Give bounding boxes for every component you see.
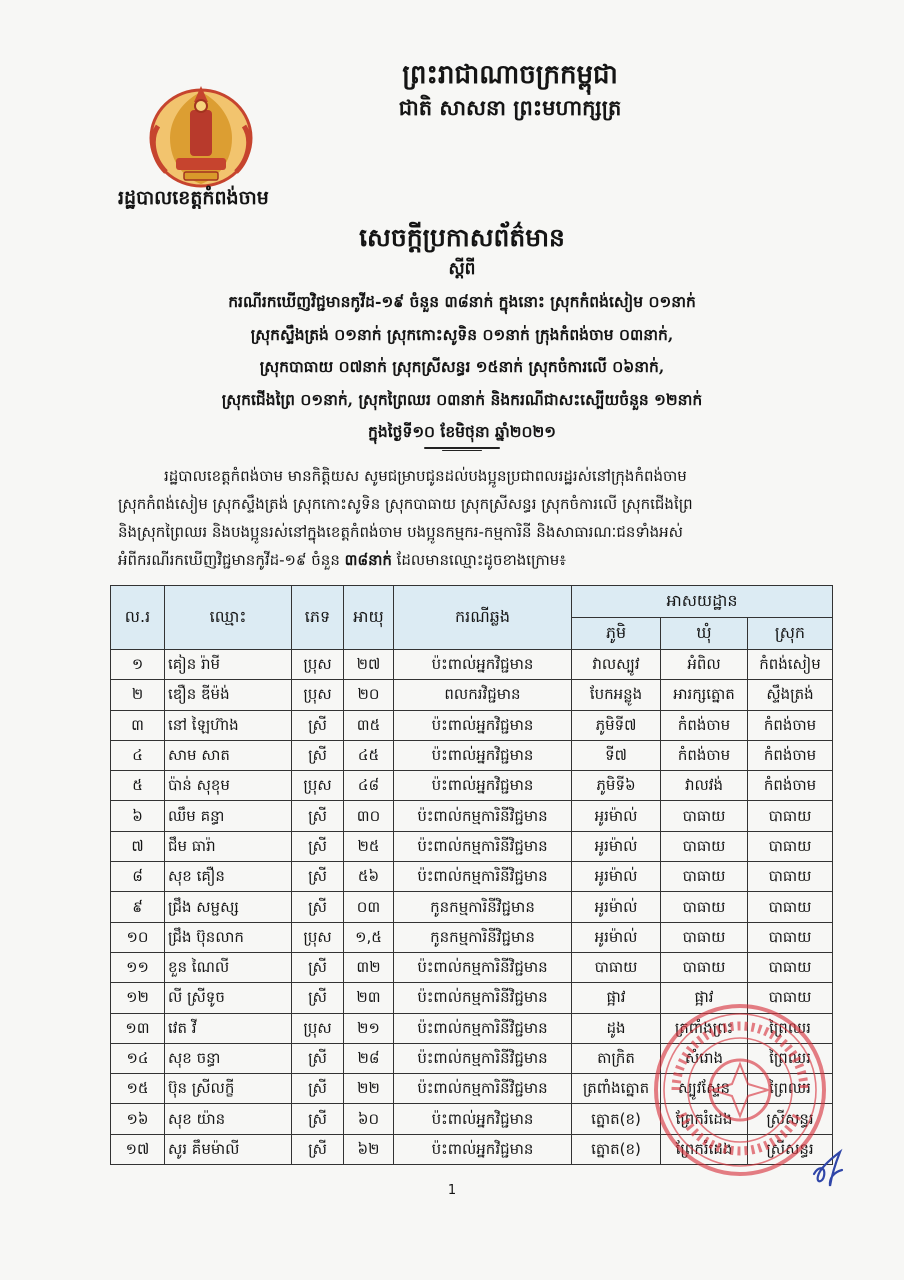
cell-commune: ផ្អាវ	[661, 983, 748, 1013]
cell-case: ប៉ះពាល់កម្មការិនីវិជ្ជមាន	[394, 1043, 572, 1073]
cell-name: សូរ គឹមម៉ាលី	[165, 1134, 292, 1164]
cell-sex: ស្រី	[292, 831, 344, 861]
cell-no: ១	[111, 650, 165, 680]
cell-age: ២២	[344, 1074, 394, 1104]
cell-age: ២៨	[344, 1043, 394, 1073]
cell-district: កំពង់ចាម	[748, 771, 833, 801]
cell-name: ឌឿន ឌីម៉ង់	[165, 680, 292, 710]
cell-case: ប៉ះពាល់កម្មការិនីវិជ្ជមាន	[394, 862, 572, 892]
cell-age: ៣២	[344, 952, 394, 982]
cell-district: បាធាយ	[748, 983, 833, 1013]
subtitle-line: ស្រុកជើងព្រៃ ០១នាក់, ស្រុកព្រៃឈរ ០៣នាក់ និងករណីជាសះស្បើយចំនួន ១២នាក់	[221, 389, 703, 409]
announcement-title: សេចក្តីប្រកាសព័ត៌មាន	[359, 223, 565, 252]
cell-commune: ព្រែករំដេង	[661, 1104, 748, 1134]
cell-name: នៅ ឡៃហ៊ាង	[165, 710, 292, 740]
cell-age: ៣០	[344, 801, 394, 831]
cell-case: ប៉ះពាល់កម្មការិនីវិជ្ជមាន	[394, 983, 572, 1013]
cell-no: ៣	[111, 710, 165, 740]
cell-sex: ប្រុស	[292, 771, 344, 801]
kingdom-heading: ព្រះរាជាណាចក្រកម្ពុជា	[402, 60, 618, 90]
cell-village: តាក្រិត	[572, 1043, 661, 1073]
cell-district: បាធាយ	[748, 892, 833, 922]
cases-table	[110, 585, 833, 1165]
cell-case: ប៉ះពាល់កម្មការិនីវិជ្ជមាន	[394, 1074, 572, 1104]
table-row	[111, 831, 833, 861]
intro-paragraph	[118, 462, 834, 574]
cell-sex: ស្រី	[292, 952, 344, 982]
cell-case: ប៉ះពាល់អ្នកវិជ្ជមាន	[394, 1134, 572, 1164]
cell-sex: ស្រី	[292, 983, 344, 1013]
cell-sex: ស្រី	[292, 710, 344, 740]
cell-commune: វាលវង់	[661, 771, 748, 801]
cell-no: ៩	[111, 892, 165, 922]
cell-district: បាធាយ	[748, 862, 833, 892]
cell-age: ១,៥	[344, 922, 394, 952]
table-row	[111, 1074, 833, 1104]
announcement-subtitle	[100, 286, 824, 449]
cell-commune: កំពង់ចាម	[661, 710, 748, 740]
cell-commune: ស្បូវស្ទែន	[661, 1074, 748, 1104]
cell-name: សាម សាត	[165, 740, 292, 770]
cell-name: ប៊ុន ស្រីលក្ខី	[165, 1074, 292, 1104]
cell-name: វេត វី	[165, 1013, 292, 1043]
cell-commune: បាធាយ	[661, 801, 748, 831]
table-row	[111, 710, 833, 740]
cell-no: ១១	[111, 952, 165, 982]
cell-commune: បាធាយ	[661, 862, 748, 892]
cell-village: ត្នោត(ខ)	[572, 1134, 661, 1164]
cell-district: ព្រៃឈរ	[748, 1043, 833, 1073]
header-village: ភូមិ	[572, 618, 661, 650]
cell-case: ប៉ះពាល់កម្មការិនីវិជ្ជមាន	[394, 1013, 572, 1043]
cell-no: ៤	[111, 740, 165, 770]
cell-village: បែកអន្លូង	[572, 680, 661, 710]
cell-district: បាធាយ	[748, 922, 833, 952]
cases-table-body	[111, 650, 833, 1165]
cell-commune: កំពង់ចាម	[661, 740, 748, 770]
cell-commune: ត្រពាំងព្រះ	[661, 1013, 748, 1043]
header-sex: ភេទ	[292, 586, 344, 650]
cell-sex: ប្រុស	[292, 1013, 344, 1043]
cell-sex: ប្រុស	[292, 680, 344, 710]
cell-village: ទី៧	[572, 740, 661, 770]
cell-village: ផ្អាវ	[572, 983, 661, 1013]
cell-no: ១០	[111, 922, 165, 952]
table-row	[111, 740, 833, 770]
header-no: ល.រ	[111, 586, 165, 650]
cell-age: ០៣	[344, 892, 394, 922]
cell-commune: បាធាយ	[661, 892, 748, 922]
cell-commune: សំរោង	[661, 1043, 748, 1073]
cell-village: ភូមិទី៧	[572, 710, 661, 740]
cell-sex: ប្រុស	[292, 922, 344, 952]
provincial-administration-name: រដ្ឋបាលខេត្តកំពង់ចាម	[118, 187, 269, 209]
header-name: ឈ្មោះ	[165, 586, 292, 650]
cell-sex: ស្រី	[292, 801, 344, 831]
cell-case: ប៉ះពាល់អ្នកវិជ្ជមាន	[394, 710, 572, 740]
cell-commune: បាធាយ	[661, 831, 748, 861]
table-row	[111, 983, 833, 1013]
cell-district: ព្រៃឈរ	[748, 1013, 833, 1043]
cell-village: វាលស្បូវ	[572, 650, 661, 680]
cell-district: ស្ទឹងត្រង់	[748, 680, 833, 710]
cell-case: ប៉ះពាល់អ្នកវិជ្ជមាន	[394, 1104, 572, 1134]
cell-name: ជឹម ធារ៉ា	[165, 831, 292, 861]
page-number: 1	[447, 1183, 457, 1198]
cell-sex: ស្រី	[292, 740, 344, 770]
cell-no: ៧	[111, 831, 165, 861]
cell-district: បាធាយ	[748, 801, 833, 831]
cell-village: ត្រពាំងត្នោត	[572, 1074, 661, 1104]
cell-district: ព្រៃឈរ	[748, 1074, 833, 1104]
signature-mark-icon	[808, 1148, 848, 1190]
table-row	[111, 922, 833, 952]
cell-commune: អំពិល	[661, 650, 748, 680]
cell-district: បាធាយ	[748, 831, 833, 861]
cell-district: កំពង់ចាម	[748, 710, 833, 740]
table-row	[111, 952, 833, 982]
cell-commune: បាធាយ	[661, 952, 748, 982]
cell-no: ៥	[111, 771, 165, 801]
subtitle-line: ស្រុកបាធាយ ០៧នាក់ ស្រុកស្រីសន្ធរ ១៥នាក់ ស្រុកចំការលើ ០៦នាក់,	[259, 357, 665, 376]
cell-commune: ព្រែករំដេង	[661, 1134, 748, 1164]
cell-name: សុខ យ៉ាន	[165, 1104, 292, 1134]
cell-age: ២៣	[344, 983, 394, 1013]
cell-sex: ស្រី	[292, 892, 344, 922]
cell-village: ត្នោត(ខ)	[572, 1104, 661, 1134]
cell-village: អូរម៉ាល់	[572, 801, 661, 831]
cell-no: ១៧	[111, 1134, 165, 1164]
cell-name: ជ្រឹង សម្ផស្ស	[165, 892, 292, 922]
cell-age: ២០	[344, 680, 394, 710]
intro-line: និងស្រុកព្រៃឈរ និងបងប្អូនរស់នៅក្នុងខេត្តកំពង់ចាម បងប្អូនកម្មករ-កម្មការិនី និងសាធារណៈជនទាំងអស់	[118, 523, 683, 541]
table-row	[111, 1134, 833, 1164]
header-district: ស្រុក	[748, 618, 833, 650]
cell-no: ១៥	[111, 1074, 165, 1104]
cell-name: ប៉ាន់ សុខុម	[165, 771, 292, 801]
cell-case: កូនកម្មការិនីវិជ្ជមាន	[394, 922, 572, 952]
cell-sex: ស្រី	[292, 1074, 344, 1104]
cell-case: កូនកម្មការិនីវិជ្ជមាន	[394, 892, 572, 922]
announcement-about-label: ស្តីពី	[448, 259, 476, 279]
cell-age: ៥៦	[344, 862, 394, 892]
cell-no: ២	[111, 680, 165, 710]
cell-case: ប៉ះពាល់អ្នកវិជ្ជមាន	[394, 740, 572, 770]
cell-village: ភូមិទី៦	[572, 771, 661, 801]
cell-sex: ប្រុស	[292, 650, 344, 680]
cell-district: កំពង់ចាម	[748, 740, 833, 770]
cell-village: អូរម៉ាល់	[572, 892, 661, 922]
header-case: ករណីឆ្លង	[394, 586, 572, 650]
cell-age: ៤៥	[344, 740, 394, 770]
cell-village: អូរម៉ាល់	[572, 862, 661, 892]
cell-case: ពលករវិជ្ជមាន	[394, 680, 572, 710]
cell-village: បាធាយ	[572, 952, 661, 982]
cell-district: បាធាយ	[748, 952, 833, 982]
cell-age: ២៧	[344, 650, 394, 680]
cell-district: កំពង់សៀម	[748, 650, 833, 680]
cell-commune: បាធាយ	[661, 922, 748, 952]
header-age: អាយុ	[344, 586, 394, 650]
cell-name: លី ស្រីទូច	[165, 983, 292, 1013]
cell-district: ស្រីសន្ធរ	[748, 1104, 833, 1134]
cell-name: ជ្រឹង ប៊ុនលាក	[165, 922, 292, 952]
table-row	[111, 801, 833, 831]
cell-no: ១២	[111, 983, 165, 1013]
header-address: អាសយដ្ឋាន	[572, 586, 833, 618]
intro-line: ស្រុកកំពង់សៀម ស្រុកស្ទឹងត្រង់ ស្រុកកោះសូទិន ស្រុកបាធាយ ស្រុកស្រីសន្ធរ ស្រុកចំការលើ ស្រុកជើងព្រៃ	[118, 495, 693, 513]
cell-name: ឈឹម គន្ធា	[165, 801, 292, 831]
cell-case: ប៉ះពាល់កម្មការិនីវិជ្ជមាន	[394, 801, 572, 831]
national-motto: ជាតិ សាសនា ព្រះមហាក្សត្រ	[398, 95, 622, 120]
subtitle-line: ករណីរកឃើញវិជ្ជមានកូវីដ-១៩ ចំនួន ៣៨នាក់ ក្នុងនោះ ស្រុកកំពង់សៀម ០១នាក់	[228, 292, 696, 311]
table-row	[111, 1043, 833, 1073]
cell-age: ៤៨	[344, 771, 394, 801]
title-divider	[424, 447, 500, 451]
cell-age: ២១	[344, 1013, 394, 1043]
cell-case: ប៉ះពាល់អ្នកវិជ្ជមាន	[394, 771, 572, 801]
header-commune: ឃុំ	[661, 618, 748, 650]
cell-case: ប៉ះពាល់កម្មការិនីវិជ្ជមាន	[394, 831, 572, 861]
cell-age: ២៥	[344, 831, 394, 861]
table-row	[111, 862, 833, 892]
subtitle-line: ស្រុកស្ទឹងត្រង់ ០១នាក់ ស្រុកកោះសូទិន ០១នាក់ ក្រុងកំពង់ចាម ០៣នាក់,	[250, 324, 674, 344]
cell-name: ខួន ណៃលី	[165, 952, 292, 982]
cell-no: ១៤	[111, 1043, 165, 1073]
cell-age: ៣៥	[344, 710, 394, 740]
cell-age: ៦០	[344, 1104, 394, 1134]
table-row	[111, 1104, 833, 1134]
cell-village: ដូង	[572, 1013, 661, 1043]
cell-no: ១៣	[111, 1013, 165, 1043]
intro-line: រដ្ឋបាលខេត្តកំពង់ចាម មានកិត្តិយស សូមជម្រាបជូនដល់បងប្អូនប្រជាពលរដ្ឋរស់នៅក្រុងកំពង់ចាម	[164, 467, 687, 485]
case-count: ៣៨នាក់	[344, 551, 392, 569]
intro-line: អំពីករណីរកឃើញវិជ្ជមានកូវីដ-១៩ ចំនួន ៣៨នាក់ ដែលមានឈ្មោះដូចខាងក្រោម៖	[118, 551, 566, 569]
cell-case: ប៉ះពាល់អ្នកវិជ្ជមាន	[394, 650, 572, 680]
cell-name: សុខ គឿន	[165, 862, 292, 892]
cell-sex: ស្រី	[292, 1043, 344, 1073]
cell-name: គៀន រ៉ាមី	[165, 650, 292, 680]
table-row	[111, 771, 833, 801]
table-row	[111, 650, 833, 680]
cell-name: សុខ ចន្ធា	[165, 1043, 292, 1073]
cell-commune: អារក្សត្នោត	[661, 680, 748, 710]
cell-district: ស្រីសន្ធរ	[748, 1134, 833, 1164]
cell-no: ៦	[111, 801, 165, 831]
cell-village: អូរម៉ាល់	[572, 831, 661, 861]
cell-sex: ស្រី	[292, 862, 344, 892]
cell-case: ប៉ះពាល់កម្មការិនីវិជ្ជមាន	[394, 952, 572, 982]
cell-no: ៨	[111, 862, 165, 892]
cell-age: ៦២	[344, 1134, 394, 1164]
cell-sex: ស្រី	[292, 1134, 344, 1164]
cell-no: ១៦	[111, 1104, 165, 1134]
table-row	[111, 1013, 833, 1043]
cell-village: អូរម៉ាល់	[572, 922, 661, 952]
subtitle-line: ក្នុងថ្ងៃទី១០ ខែមិថុនា ឆ្នាំ២០២១	[368, 422, 556, 441]
royal-emblem-icon	[140, 80, 262, 192]
table-row	[111, 892, 833, 922]
cell-sex: ស្រី	[292, 1104, 344, 1134]
table-row	[111, 680, 833, 710]
